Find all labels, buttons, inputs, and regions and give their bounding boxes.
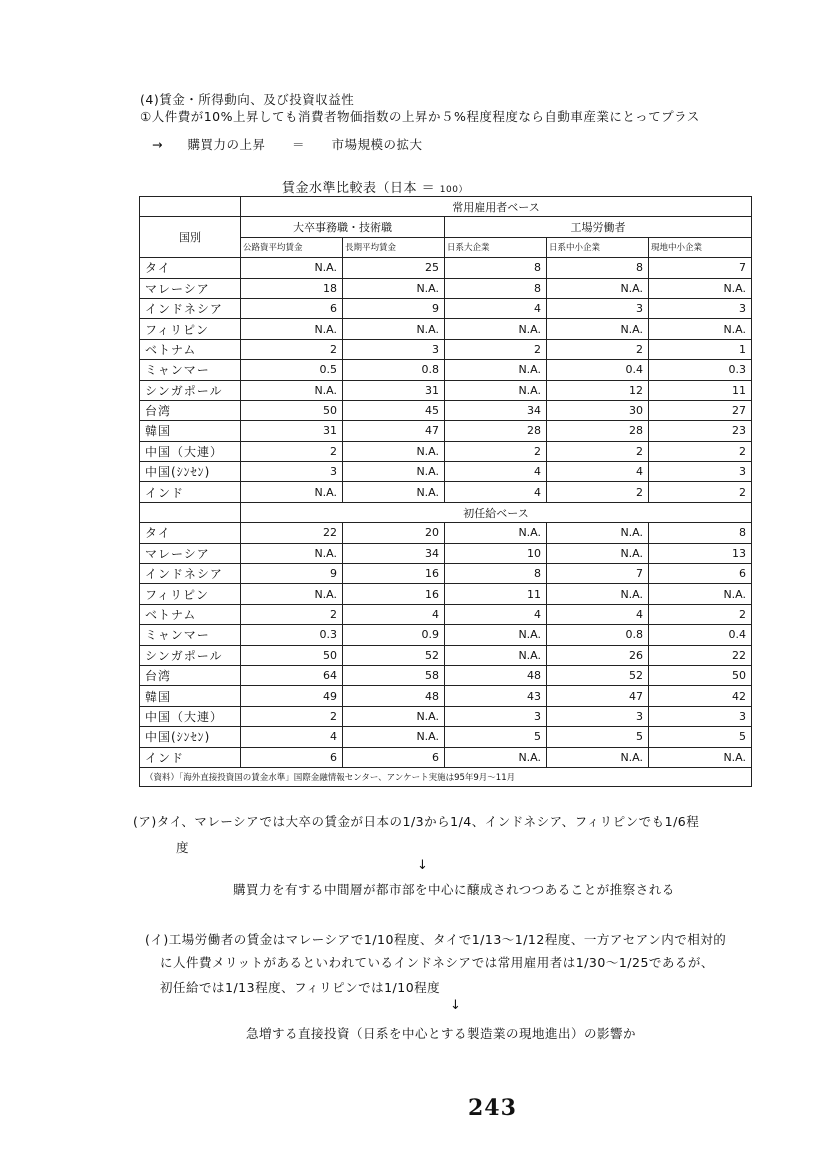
table-row bbox=[140, 543, 752, 563]
note-2: 購買力を有する中間層が都市部を中心に醸成されつつあることが推察される bbox=[233, 882, 675, 897]
country-cell: インド bbox=[140, 482, 241, 502]
table-row bbox=[140, 665, 752, 685]
value-cell: 25 bbox=[343, 258, 445, 278]
arrow-right-icon: → bbox=[152, 137, 163, 152]
value-cell: 50 bbox=[241, 645, 343, 665]
value-cell: 4 bbox=[445, 604, 547, 624]
value-cell: 2 bbox=[649, 604, 752, 624]
value-cell: 2 bbox=[241, 706, 343, 726]
value-cell: 52 bbox=[343, 645, 445, 665]
country-cell: タイ bbox=[140, 523, 241, 543]
country-cell: インドネシア bbox=[140, 298, 241, 318]
equals-sign: ＝ bbox=[291, 137, 305, 152]
country-cell: シンガポール bbox=[140, 645, 241, 665]
table-row bbox=[140, 278, 752, 298]
value-cell: 34 bbox=[445, 400, 547, 420]
value-cell: 0.4 bbox=[547, 360, 649, 380]
country-cell: タイ bbox=[140, 258, 241, 278]
table-row bbox=[140, 462, 752, 482]
value-cell: N.A. bbox=[343, 319, 445, 339]
country-cell: インドネシア bbox=[140, 564, 241, 584]
value-cell: 27 bbox=[649, 400, 752, 420]
value-cell: 58 bbox=[343, 665, 445, 685]
value-cell: 5 bbox=[445, 727, 547, 747]
value-cell: 2 bbox=[241, 604, 343, 624]
country-cell: マレーシア bbox=[140, 278, 241, 298]
table-row bbox=[140, 706, 752, 726]
value-cell: 50 bbox=[649, 665, 752, 685]
table-row bbox=[140, 319, 752, 339]
value-cell: N.A. bbox=[547, 278, 649, 298]
value-cell: 50 bbox=[241, 400, 343, 420]
note-1: (ア)タイ、マレーシアでは大卒の賃金が日本の1/3から1/4、インドネシア、フィリピンでも1/6程 bbox=[133, 814, 700, 829]
value-cell: 8 bbox=[649, 523, 752, 543]
section-header-regular: 常用雇用者ベース bbox=[241, 197, 752, 217]
country-cell: マレーシア bbox=[140, 543, 241, 563]
subcolumn-header: 公路資平均賃金 bbox=[241, 237, 343, 257]
value-cell: 1 bbox=[649, 339, 752, 359]
section-header-starting-salary: 初任給ベース bbox=[241, 502, 752, 522]
note-4: 急増する直接投資（日系を中心とする製造業の現地進出）の影響か bbox=[246, 1026, 637, 1041]
country-cell: ベトナム bbox=[140, 339, 241, 359]
country-cell: 台湾 bbox=[140, 400, 241, 420]
value-cell: N.A. bbox=[445, 380, 547, 400]
subcolumn-header: 長期平均賃金 bbox=[343, 237, 445, 257]
value-cell: N.A. bbox=[445, 523, 547, 543]
value-cell: N.A. bbox=[445, 747, 547, 767]
value-cell: 4 bbox=[547, 462, 649, 482]
value-cell: 4 bbox=[343, 604, 445, 624]
country-cell: 中国（大連） bbox=[140, 706, 241, 726]
value-cell: N.A. bbox=[241, 543, 343, 563]
country-cell: シンガポール bbox=[140, 380, 241, 400]
value-cell: N.A. bbox=[343, 278, 445, 298]
value-cell: 9 bbox=[241, 564, 343, 584]
value-cell: 3 bbox=[445, 706, 547, 726]
value-cell: 3 bbox=[547, 298, 649, 318]
country-cell: 中国(ｼﾝｾﾝ) bbox=[140, 462, 241, 482]
value-cell: 3 bbox=[547, 706, 649, 726]
subcolumn-header: 日系大企業 bbox=[445, 237, 547, 257]
point-1-sub bbox=[152, 135, 422, 153]
value-cell: 31 bbox=[241, 421, 343, 441]
group-header-graduates: 大卒事務職・技術職 bbox=[241, 217, 445, 237]
value-cell: 3 bbox=[343, 339, 445, 359]
value-cell: 31 bbox=[343, 380, 445, 400]
value-cell: 6 bbox=[649, 564, 752, 584]
table-row bbox=[140, 400, 752, 420]
section-heading: (4)賃金・所得動向、及び投資収益性 bbox=[140, 92, 355, 107]
value-cell: N.A. bbox=[343, 727, 445, 747]
table-row bbox=[140, 523, 752, 543]
value-cell: 0.3 bbox=[649, 360, 752, 380]
table-row bbox=[140, 604, 752, 624]
table-row bbox=[140, 584, 752, 604]
table-row bbox=[140, 564, 752, 584]
value-cell: N.A. bbox=[649, 584, 752, 604]
table-row bbox=[140, 380, 752, 400]
value-cell: 11 bbox=[445, 584, 547, 604]
value-cell: 6 bbox=[241, 747, 343, 767]
value-cell: 2 bbox=[241, 441, 343, 461]
value-cell: 26 bbox=[547, 645, 649, 665]
value-cell: N.A. bbox=[343, 441, 445, 461]
value-cell: N.A. bbox=[241, 258, 343, 278]
country-cell: ミャンマー bbox=[140, 625, 241, 645]
value-cell: 47 bbox=[343, 421, 445, 441]
table-source-note: （資料）「海外直接投資国の賃金水準」国際金融情報センター、アンケート実施は95年9月～11月 bbox=[140, 767, 752, 786]
wage-comparison-table bbox=[139, 196, 752, 787]
subcolumn-header: 現地中小企業 bbox=[649, 237, 752, 257]
value-cell: 8 bbox=[445, 564, 547, 584]
value-cell: 8 bbox=[547, 258, 649, 278]
arrow-down-icon: ↓ bbox=[417, 858, 429, 873]
value-cell: 4 bbox=[445, 298, 547, 318]
value-cell: 47 bbox=[547, 686, 649, 706]
value-cell: 42 bbox=[649, 686, 752, 706]
country-cell: フィリピン bbox=[140, 584, 241, 604]
table-title-unit: 100） bbox=[439, 185, 468, 195]
note-1-continued: 度 bbox=[176, 840, 190, 855]
value-cell: N.A. bbox=[649, 278, 752, 298]
country-cell: ベトナム bbox=[140, 604, 241, 624]
value-cell: 48 bbox=[445, 665, 547, 685]
column-header-country: 国別 bbox=[140, 217, 241, 258]
value-cell: 45 bbox=[343, 400, 445, 420]
note-3-line-3: 初任給では1/13程度、フィリピンでは1/10程度 bbox=[160, 980, 441, 995]
value-cell: N.A. bbox=[547, 319, 649, 339]
table-row bbox=[140, 339, 752, 359]
value-cell: 2 bbox=[547, 441, 649, 461]
value-cell: 43 bbox=[445, 686, 547, 706]
value-cell: 16 bbox=[343, 584, 445, 604]
point-1-sub-right: 市場規模の拡大 bbox=[331, 137, 423, 152]
arrow-down-icon: ↓ bbox=[450, 998, 462, 1013]
country-cell: 韓国 bbox=[140, 421, 241, 441]
table-title bbox=[282, 177, 468, 196]
value-cell: N.A. bbox=[343, 706, 445, 726]
value-cell: N.A. bbox=[241, 319, 343, 339]
value-cell: N.A. bbox=[445, 625, 547, 645]
value-cell: 23 bbox=[649, 421, 752, 441]
table-row bbox=[140, 645, 752, 665]
value-cell: 20 bbox=[343, 523, 445, 543]
table-row bbox=[140, 727, 752, 747]
value-cell: 2 bbox=[445, 339, 547, 359]
value-cell: 12 bbox=[547, 380, 649, 400]
subcolumn-header: 日系中小企業 bbox=[547, 237, 649, 257]
value-cell: 5 bbox=[547, 727, 649, 747]
group-header-factory: 工場労働者 bbox=[445, 217, 752, 237]
value-cell: 5 bbox=[649, 727, 752, 747]
table-row bbox=[140, 441, 752, 461]
value-cell: 22 bbox=[649, 645, 752, 665]
value-cell: 2 bbox=[445, 441, 547, 461]
value-cell: N.A. bbox=[241, 380, 343, 400]
value-cell: 3 bbox=[649, 706, 752, 726]
value-cell: N.A. bbox=[547, 523, 649, 543]
table-row bbox=[140, 421, 752, 441]
value-cell: 2 bbox=[649, 441, 752, 461]
value-cell: 4 bbox=[241, 727, 343, 747]
value-cell: 2 bbox=[547, 339, 649, 359]
value-cell: 4 bbox=[445, 482, 547, 502]
note-3-line-2: に人件費メリットがあるといわれているインドネシアでは常用雇用者は1/30～1/25であるが、 bbox=[160, 955, 714, 970]
value-cell: 34 bbox=[343, 543, 445, 563]
table-row bbox=[140, 482, 752, 502]
value-cell: N.A. bbox=[547, 543, 649, 563]
country-cell: フィリピン bbox=[140, 319, 241, 339]
value-cell: 2 bbox=[241, 339, 343, 359]
value-cell: N.A. bbox=[547, 584, 649, 604]
table-row bbox=[140, 298, 752, 318]
value-cell: N.A. bbox=[445, 319, 547, 339]
value-cell: 3 bbox=[241, 462, 343, 482]
table-body bbox=[140, 197, 752, 787]
value-cell: N.A. bbox=[343, 482, 445, 502]
value-cell: N.A. bbox=[445, 645, 547, 665]
point-1-sub-left: 購買力の上昇 bbox=[187, 137, 266, 152]
country-cell: 中国(ｼﾝｾﾝ) bbox=[140, 727, 241, 747]
value-cell: 13 bbox=[649, 543, 752, 563]
value-cell: 30 bbox=[547, 400, 649, 420]
table-corner bbox=[140, 502, 241, 522]
value-cell: 0.9 bbox=[343, 625, 445, 645]
table-row bbox=[140, 360, 752, 380]
country-cell: 韓国 bbox=[140, 686, 241, 706]
value-cell: 3 bbox=[649, 298, 752, 318]
value-cell: 52 bbox=[547, 665, 649, 685]
value-cell: 2 bbox=[547, 482, 649, 502]
table-corner bbox=[140, 197, 241, 217]
table-row bbox=[140, 258, 752, 278]
value-cell: 7 bbox=[547, 564, 649, 584]
value-cell: 28 bbox=[445, 421, 547, 441]
value-cell: 4 bbox=[445, 462, 547, 482]
table-row bbox=[140, 747, 752, 767]
value-cell: 16 bbox=[343, 564, 445, 584]
table-row bbox=[140, 625, 752, 645]
country-cell: インド bbox=[140, 747, 241, 767]
country-cell: ミャンマー bbox=[140, 360, 241, 380]
country-cell: 台湾 bbox=[140, 665, 241, 685]
value-cell: 2 bbox=[649, 482, 752, 502]
value-cell: 28 bbox=[547, 421, 649, 441]
table-title-text: 賃金水準比較表（日本 ＝ bbox=[282, 181, 440, 196]
table-row bbox=[140, 686, 752, 706]
value-cell: N.A. bbox=[649, 747, 752, 767]
value-cell: 8 bbox=[445, 278, 547, 298]
value-cell: 18 bbox=[241, 278, 343, 298]
value-cell: 4 bbox=[547, 604, 649, 624]
value-cell: 8 bbox=[445, 258, 547, 278]
value-cell: 6 bbox=[241, 298, 343, 318]
value-cell: 9 bbox=[343, 298, 445, 318]
value-cell: N.A. bbox=[547, 747, 649, 767]
value-cell: N.A. bbox=[241, 482, 343, 502]
value-cell: N.A. bbox=[445, 360, 547, 380]
note-3: (イ)工場労働者の賃金はマレーシアで1/10程度、タイで1/13～1/12程度、一方アセアン内で相対的 bbox=[145, 932, 727, 947]
value-cell: N.A. bbox=[241, 584, 343, 604]
value-cell: 6 bbox=[343, 747, 445, 767]
value-cell: 22 bbox=[241, 523, 343, 543]
value-cell: 11 bbox=[649, 380, 752, 400]
value-cell: 7 bbox=[649, 258, 752, 278]
value-cell: 64 bbox=[241, 665, 343, 685]
point-1: ①人件費が10%上昇しても消費者物価指数の上昇か５%程度程度なら自動車産業にとってプラス bbox=[140, 109, 700, 124]
value-cell: 0.4 bbox=[649, 625, 752, 645]
value-cell: 0.8 bbox=[343, 360, 445, 380]
value-cell: 0.3 bbox=[241, 625, 343, 645]
value-cell: 49 bbox=[241, 686, 343, 706]
country-cell: 中国（大連） bbox=[140, 441, 241, 461]
value-cell: N.A. bbox=[343, 462, 445, 482]
value-cell: 10 bbox=[445, 543, 547, 563]
value-cell: N.A. bbox=[649, 319, 752, 339]
page-number: 243 bbox=[468, 1095, 517, 1121]
value-cell: 0.8 bbox=[547, 625, 649, 645]
value-cell: 0.5 bbox=[241, 360, 343, 380]
value-cell: 3 bbox=[649, 462, 752, 482]
value-cell: 48 bbox=[343, 686, 445, 706]
